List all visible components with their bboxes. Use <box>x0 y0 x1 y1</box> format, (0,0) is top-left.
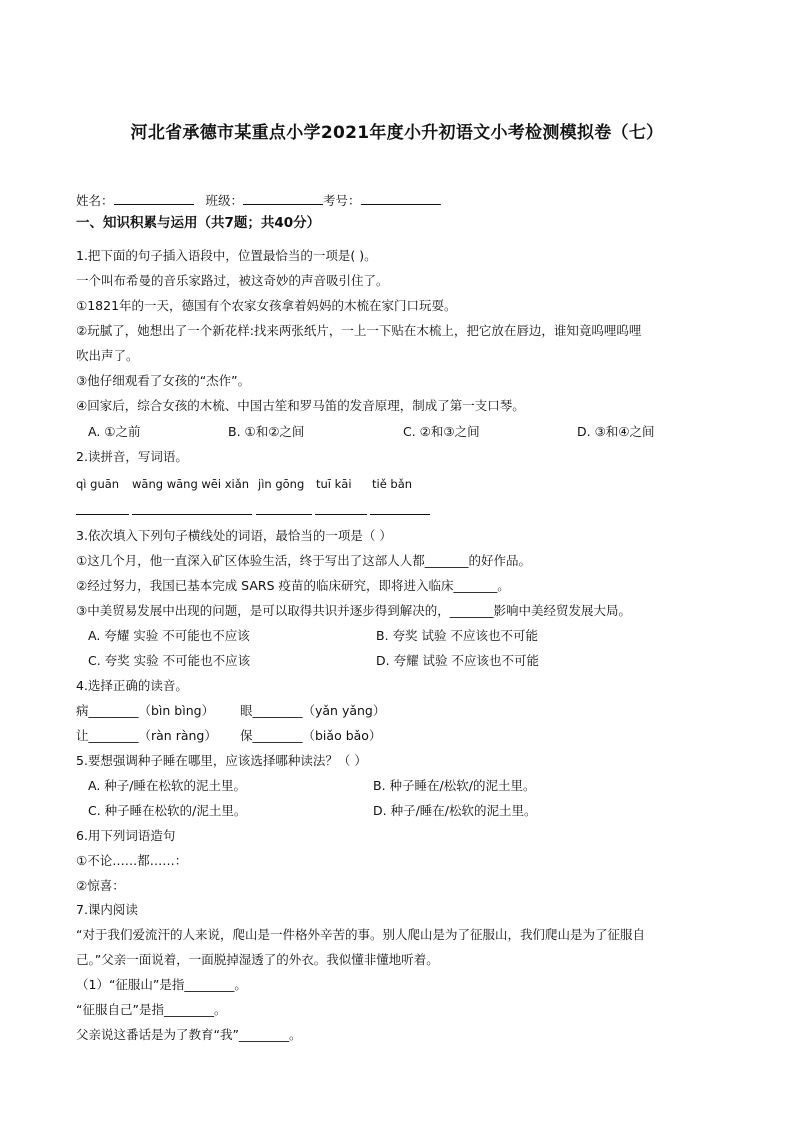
q1-paragraph-3: ③他仔细观看了女孩的“杰作”。 <box>76 373 251 388</box>
q1-option-d[interactable]: D. ③和④之间 <box>577 424 655 439</box>
q2-answer-line-5[interactable] <box>370 514 430 515</box>
q4-item-yan: 眼________（yǎn yǎng） <box>240 703 386 718</box>
q1-option-a[interactable]: A. ①之前 <box>88 424 141 439</box>
q7-question-2: “征服自己”是指________。 <box>76 1002 227 1017</box>
q7-question-1: （1）“征服山”是指________。 <box>76 977 247 992</box>
q7-question-3: 父亲说这番话是为了教育“我”________。 <box>76 1027 302 1042</box>
q2-pinyin-2: wāng wāng wēi xiǎn <box>132 477 250 491</box>
student-info-row <box>76 190 441 210</box>
q1-option-b[interactable]: B. ①和②之间 <box>228 424 305 439</box>
q1-paragraph-4: ④回家后，综合女孩的木梳、中国古笙和罗马笛的发音原理，制成了第一支口琴。 <box>76 398 525 413</box>
q3-stem: 3.依次填入下列句子横线处的词语，最恰当的一项是（ ） <box>76 528 392 543</box>
q6-item-2: ②惊喜： <box>76 878 125 893</box>
q4-item-bing: 病________（bìn bìng） <box>76 703 215 718</box>
q3-option-a[interactable]: A. 夸耀 实验 不可能也不应该 <box>88 628 250 643</box>
q1-option-c[interactable]: C. ②和③之间 <box>403 424 480 439</box>
q1-paragraph-2b: 吹出声了。 <box>76 348 139 363</box>
q4-item-rang: 让________（ràn ràng） <box>76 728 217 743</box>
class-field[interactable] <box>243 190 323 205</box>
q4-item-bao: 保________（biǎo bǎo） <box>240 728 382 743</box>
name-field[interactable] <box>114 190 194 205</box>
q2-answer-line-1[interactable] <box>76 514 129 515</box>
q6-item-1: ①不论……都……： <box>76 853 188 868</box>
q4-stem: 4.选择正确的读音。 <box>76 678 188 693</box>
q1-paragraph-1: ①1821年的一天，德国有个农家女孩拿着妈妈的木梳在家门口玩耍。 <box>76 298 457 313</box>
name-label: 姓名： <box>76 193 114 208</box>
q5-stem: 5.要想强调种子睡在哪里，应该选择哪种读法？（ ） <box>76 753 367 768</box>
q1-paragraph-2a: ②玩腻了，她想出了一个新花样:找来两张纸片，一上一下贴在木梳上，把它放在唇边，谁知竟呜哩呜哩 <box>76 323 642 338</box>
q3-option-d[interactable]: D. 夸耀 试验 不应该也不可能 <box>376 653 540 668</box>
q2-answer-line-2[interactable] <box>132 514 252 515</box>
q2-stem: 2.读拼音，写词语。 <box>76 449 188 464</box>
q5-option-b[interactable]: B. 种子睡在/松软/的泥土里。 <box>373 778 536 793</box>
section-heading: 一、知识积累与运用（共7题；共40分） <box>76 215 321 231</box>
q1-sentence: 一个叫布希曼的音乐家路过，被这奇妙的声音吸引住了。 <box>76 273 389 288</box>
q3-sentence-1: ①这几个月，他一直深入矿区体验生活，终于写出了这部人人都_______的好作品。 <box>76 553 531 568</box>
q3-sentence-3: ③中美贸易发展中出现的问题，是可以取得共识并逐步得到解决的，_______影响中美经贸发展大局。 <box>76 603 631 618</box>
q2-pinyin-4: tuī kāi <box>316 477 352 491</box>
page-title: 河北省承德市某重点小学2021年度小升初语文小考检测模拟卷（七） <box>130 123 664 143</box>
exam-number-field[interactable] <box>361 190 441 205</box>
q2-answer-line-3[interactable] <box>256 514 312 515</box>
q2-pinyin-1: qì guān <box>76 477 120 491</box>
exam-number-label: 考号： <box>323 193 361 208</box>
q3-option-c[interactable]: C. 夸奖 实验 不可能也不应该 <box>88 653 251 668</box>
q7-text-2: 己。”父亲一面说着，一面脱掉湿透了的外衣。我似懂非懂地听着。 <box>76 952 439 967</box>
q5-option-c[interactable]: C. 种子睡在松软的/泥土里。 <box>88 803 247 818</box>
q7-stem: 7.课内阅读 <box>76 902 138 917</box>
q7-text-1: “对于我们爱流汗的人来说，爬山是一件格外辛苦的事。别人爬山是为了征服山，我们爬山是为了征服自 <box>76 927 645 942</box>
class-label: 班级： <box>205 193 244 208</box>
q6-stem: 6.用下列词语造句 <box>76 828 176 843</box>
q3-option-b[interactable]: B. 夸奖 试验 不应该也不可能 <box>376 628 538 643</box>
q2-pinyin-5: tiě bǎn <box>372 477 413 491</box>
q3-sentence-2: ②经过努力，我国已基本完成 SARS 疫苗的临床研究，即将进入临床_______。 <box>76 578 510 593</box>
q5-option-a[interactable]: A. 种子/睡在松软的泥土里。 <box>88 778 246 793</box>
q5-option-d[interactable]: D. 种子/睡在/松软的泥土里。 <box>373 803 537 818</box>
q1-stem: 1.把下面的句子插入语段中，位置最恰当的一项是( )。 <box>76 248 377 263</box>
q2-answer-line-4[interactable] <box>315 514 367 515</box>
q2-pinyin-3: jìn gōng <box>258 477 305 491</box>
